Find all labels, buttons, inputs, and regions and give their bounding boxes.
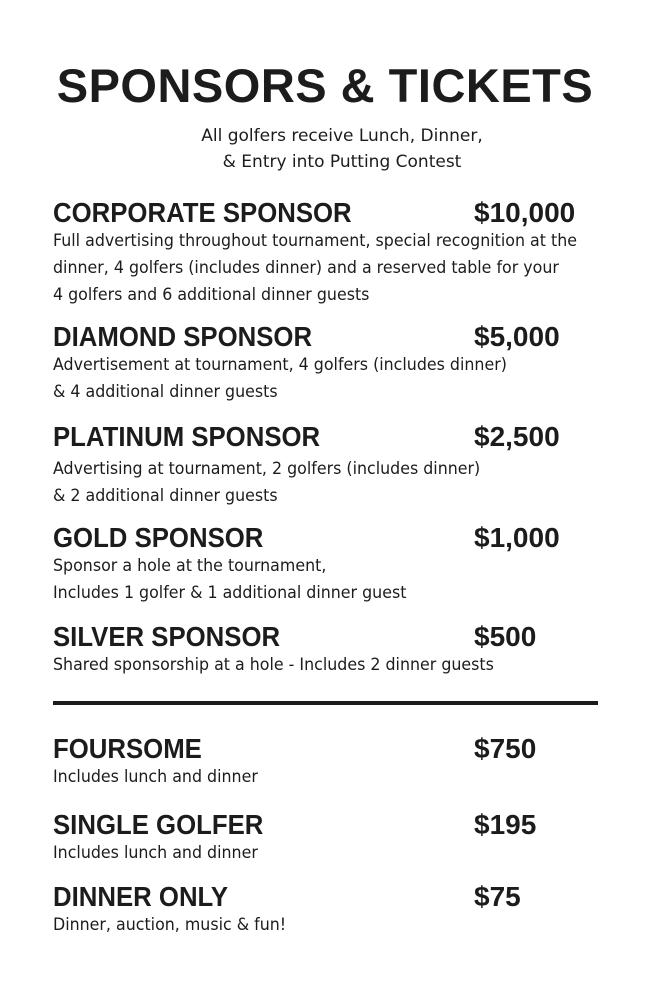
ticket-description [53,839,600,866]
sponsor-price: $5,000 [474,321,560,352]
ticket-description [53,911,600,938]
sponsor-platinum [53,420,613,509]
ticket-foursome [53,732,613,790]
description-line: Includes lunch and dinner [53,767,258,786]
description-line: 4 golfers and 6 additional dinner guests [53,285,370,304]
description-line: Includes 1 golfer & 1 additional dinner guest [53,583,407,602]
sponsor-diamond [53,320,613,405]
subtitle-line-2: & Entry into Putting Contest [222,152,462,172]
sponsor-name: DIAMOND SPONSOR [53,321,313,352]
sponsor-description [53,351,600,405]
description-line: Full advertising throughout tournament, special recognition at the [53,231,577,250]
sponsor-name: SILVER SPONSOR [53,621,281,652]
ticket-description [53,763,600,790]
sponsor-corporate [53,196,613,308]
sponsor-name: CORPORATE SPONSOR [53,197,352,228]
ticket-price: $195 [474,809,537,840]
sponsor-description [53,651,600,678]
sponsor-name: PLATINUM SPONSOR [53,421,321,452]
ticket-dinner-only [53,880,613,938]
description-line: dinner, 4 golfers (includes dinner) and a reserved table for your [53,258,559,277]
section-divider [53,701,598,705]
sponsor-name: GOLD SPONSOR [53,522,264,553]
sponsor-price: $1,000 [474,522,560,553]
page-title: SPONSORS & TICKETS [56,59,594,112]
subtitle-line-1: All golfers receive Lunch, Dinner, [201,126,483,146]
description-line: Advertising at tournament, 2 golfers (includes dinner) [53,459,481,478]
ticket-single-golfer [53,808,613,866]
description-line: Shared sponsorship at a hole - Includes 2 dinner guests [53,655,494,674]
sponsor-price: $10,000 [474,197,576,228]
description-line: Dinner, auction, music & fun! [53,915,287,934]
ticket-name: DINNER ONLY [53,881,229,912]
sponsor-price: $2,500 [474,421,560,452]
sponsor-price: $500 [474,621,537,652]
sponsor-gold [53,521,613,606]
description-line: Sponsor a hole at the tournament, [53,556,327,575]
subtitle [0,123,650,175]
description-line: Includes lunch and dinner [53,843,258,862]
ticket-name: SINGLE GOLFER [53,809,264,840]
description-line: & 4 additional dinner guests [53,382,278,401]
ticket-price: $75 [474,881,521,912]
sponsor-silver [53,620,613,678]
sponsor-description [53,455,600,509]
sponsor-description [53,552,600,606]
ticket-name: FOURSOME [53,733,202,764]
ticket-price: $750 [474,733,537,764]
sponsor-description [53,227,600,308]
description-line: Advertisement at tournament, 4 golfers (includes dinner) [53,355,507,374]
description-line: & 2 additional dinner guests [53,486,278,505]
